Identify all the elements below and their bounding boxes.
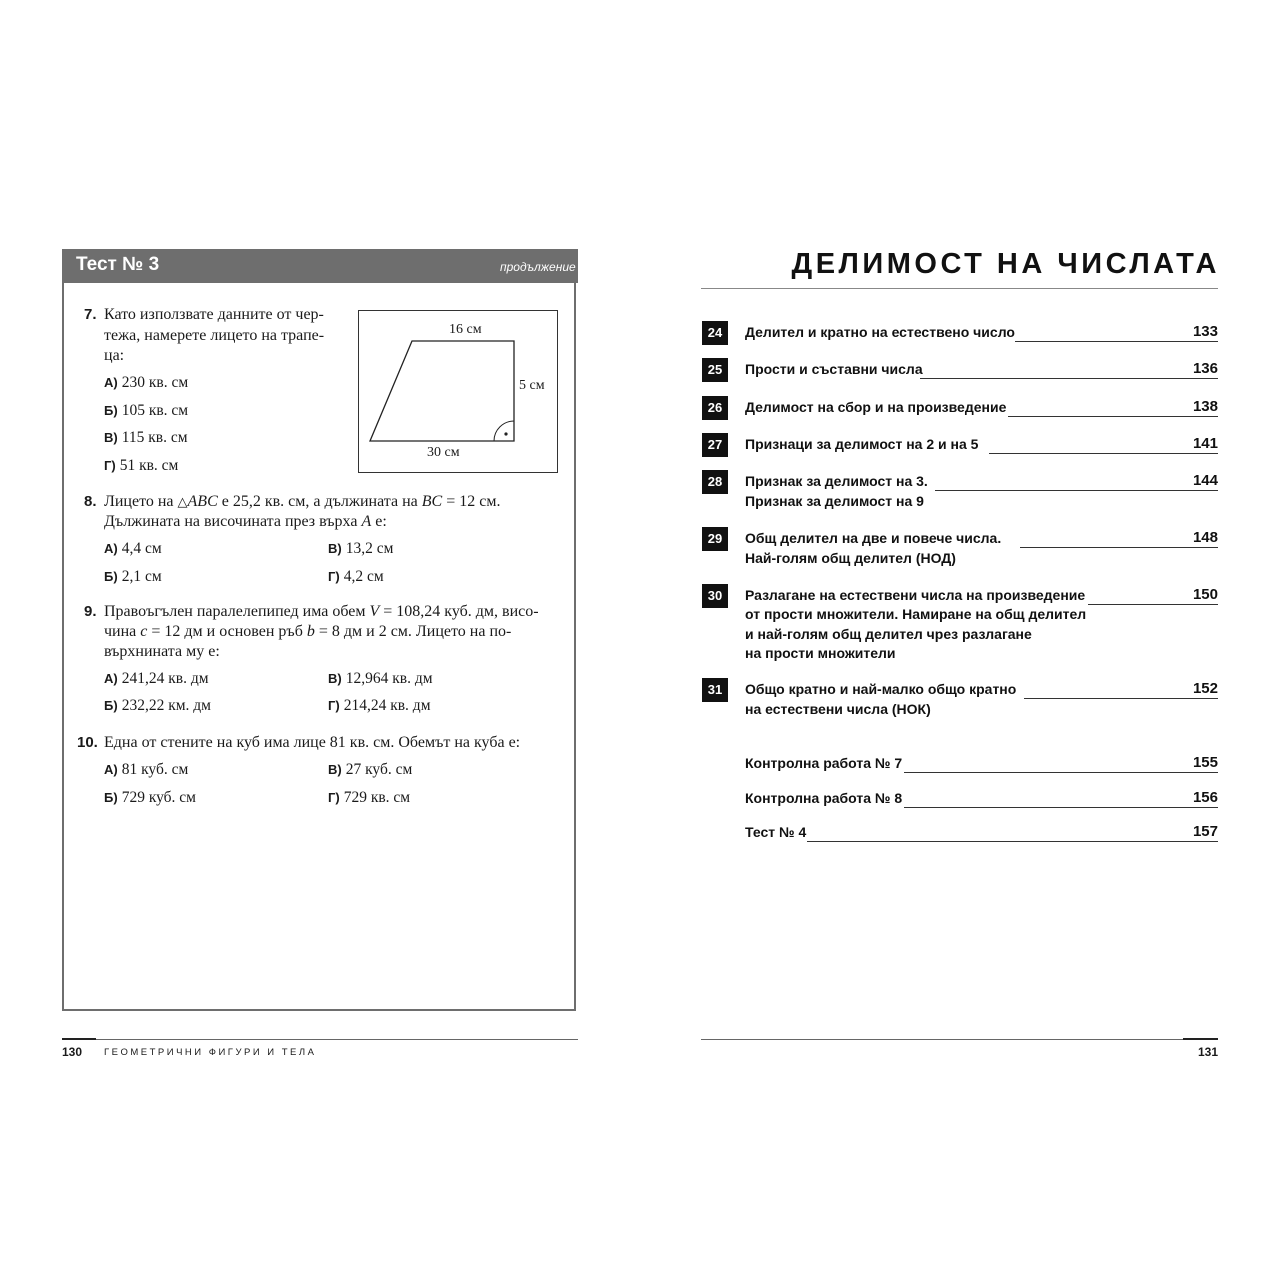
- toc-item-30-line-2: от прости множители. Намиране на общ делител: [745, 606, 1087, 622]
- toc-number-31: 31: [702, 678, 728, 702]
- option-letter: Г): [328, 698, 340, 713]
- figure-side-label: 5 см: [519, 378, 545, 393]
- option-value: 13,2 см: [345, 540, 394, 557]
- q7-option-v: [104, 429, 188, 447]
- trapezoid-figure: [358, 310, 558, 473]
- toc-item-26-line-1: Делимост на сбор и на произведение: [745, 399, 1007, 415]
- toc-leader: [904, 807, 1218, 808]
- toc-page-30: 150: [1192, 586, 1218, 603]
- option-letter: В): [328, 762, 342, 777]
- toc-item-31-line-1: Общо кратно и най-малко общо кратно: [745, 681, 1017, 697]
- option-value: 12,964 кв. дм: [345, 670, 433, 687]
- q9-line-3: върхнината му е:: [104, 643, 220, 660]
- toc-page-31: 152: [1192, 680, 1218, 697]
- q9-text: = 12 дм и основен ръб: [147, 623, 307, 640]
- toc-number-28: 28: [702, 470, 728, 494]
- footer-rule: [96, 1039, 578, 1040]
- toc-extra-1-page: 155: [1192, 754, 1218, 771]
- q9-option-b: [104, 697, 211, 715]
- option-letter: Б): [104, 403, 118, 418]
- option-letter: В): [104, 430, 118, 445]
- toc-leader: [989, 453, 1218, 454]
- option-letter: Г): [328, 790, 340, 805]
- option-value: 729 кв. см: [343, 789, 411, 806]
- q8-number: 8.: [84, 493, 97, 510]
- toc-item-24-line-1: Делител и кратно на естествено число: [745, 324, 1015, 340]
- chapter-title: ДЕЛИМОСТ НА ЧИСЛАТА: [791, 248, 1220, 280]
- figure-top-label: 16 см: [449, 322, 482, 337]
- q10-number: 10.: [77, 734, 98, 751]
- q7-option-b: [104, 402, 188, 420]
- q8-text: = 12 см.: [442, 493, 501, 510]
- toc-item-30-line-4: на прости множители: [745, 645, 896, 661]
- q8-option-v: [328, 540, 393, 558]
- toc-extra-3: Тест № 4: [745, 824, 807, 840]
- toc-number-26: 26: [702, 396, 728, 420]
- toc-leader: [1020, 547, 1218, 548]
- toc-item-27-line-1: Признаци за делимост на 2 и на 5: [745, 436, 979, 452]
- figure-bottom-label: 30 см: [427, 445, 460, 460]
- option-value: 214,24 кв. дм: [343, 697, 431, 714]
- q9-text: = 108,24 куб. дм, висо-: [379, 603, 539, 620]
- option-letter: Б): [104, 790, 118, 805]
- toc-page-29: 148: [1192, 529, 1218, 546]
- q8-text: Лицето на: [104, 493, 178, 510]
- q8-option-a: [104, 540, 162, 558]
- option-value: 4,4 см: [121, 540, 162, 557]
- trapezoid-shape: [370, 341, 514, 441]
- q10-option-b: [104, 789, 196, 807]
- q8-line-1: [104, 492, 500, 512]
- option-value: 2,1 см: [121, 568, 162, 585]
- footer-rule: [701, 1039, 1183, 1040]
- option-value: 27 куб. см: [345, 761, 413, 778]
- q9-number: 9.: [84, 603, 97, 620]
- q8-text: е 25,2 кв. см, а дължината на: [217, 493, 422, 510]
- toc-leader: [904, 772, 1218, 773]
- toc-page-25: 136: [1192, 360, 1218, 377]
- toc-extra-1: Контролна работа № 7: [745, 755, 903, 771]
- right-angle-dot: [504, 432, 507, 435]
- toc-item-31-line-2: на естествени числа (НОК): [745, 701, 931, 717]
- toc-number-30: 30: [702, 584, 728, 608]
- toc-item-28-line-2: Признак за делимост на 9: [745, 493, 924, 509]
- toc-item-28-line-1: Признак за делимост на 3.: [745, 473, 928, 489]
- toc-item-30-line-3: и най-голям общ делител чрез разлагане: [745, 626, 1032, 642]
- q9-var-b: b: [306, 623, 315, 640]
- q7-number: 7.: [84, 306, 97, 323]
- option-value: 105 кв. см: [121, 402, 189, 419]
- option-letter: Б): [104, 698, 118, 713]
- toc-page-26: 138: [1192, 398, 1218, 415]
- test-continuation: продължение: [500, 260, 576, 274]
- option-value: 241,24 кв. дм: [121, 670, 209, 687]
- q8-option-b: [104, 568, 162, 586]
- option-value: 729 куб. см: [121, 789, 196, 806]
- q9-text: чина: [104, 623, 141, 640]
- option-value: 232,22 км. дм: [121, 697, 211, 714]
- option-letter: А): [104, 375, 118, 390]
- q8-var-bc: BC: [421, 493, 443, 510]
- toc-extra-3-page: 157: [1192, 823, 1218, 840]
- toc-leader: [1008, 416, 1218, 417]
- q9-text: Правоъгълен паралелепипед има обем: [104, 603, 370, 620]
- q7-line-2: тежа, намерете лицето на трапе-: [104, 327, 325, 344]
- q8-text: е:: [371, 513, 387, 530]
- toc-leader: [1088, 604, 1218, 605]
- option-letter: А): [104, 671, 118, 686]
- option-value: 51 кв. см: [119, 457, 179, 474]
- toc-leader: [1015, 341, 1218, 342]
- option-letter: В): [328, 671, 342, 686]
- q10-option-v: [328, 761, 412, 779]
- q9-text: = 8 дм и 2 см. Лицето на по-: [314, 623, 512, 640]
- toc-page-24: 133: [1192, 323, 1218, 340]
- footer-rule-thick: [62, 1038, 96, 1040]
- toc-number-24: 24: [702, 321, 728, 345]
- q9-line-2: [104, 622, 511, 642]
- option-letter: Г): [104, 458, 116, 473]
- toc-page-28: 144: [1192, 472, 1218, 489]
- toc-item-29-line-1: Общ делител на две и повече числа.: [745, 530, 1002, 546]
- right-page-number: 131: [1198, 1045, 1219, 1059]
- option-letter: Г): [328, 569, 340, 584]
- q8-var-a: A: [361, 513, 372, 530]
- q8-option-g: [328, 568, 384, 586]
- left-page-number: 130: [62, 1045, 83, 1059]
- toc-item-29-line-2: Най-голям общ делител (НОД): [745, 550, 956, 566]
- option-letter: А): [104, 762, 118, 777]
- toc-leader: [807, 841, 1218, 842]
- q9-var-c: c: [140, 623, 148, 640]
- q8-line-2: [104, 512, 387, 532]
- q8-text: Дължината на височината през върха: [104, 513, 362, 530]
- toc-extra-2-page: 156: [1192, 789, 1218, 806]
- q9-var-v: V: [369, 603, 380, 620]
- right-angle-mark: [494, 421, 514, 441]
- option-value: 230 кв. см: [121, 374, 189, 391]
- q10-option-a: [104, 761, 188, 779]
- q10-option-g: [328, 789, 410, 807]
- option-letter: Б): [104, 569, 118, 584]
- footer-rule-thick: [1183, 1038, 1218, 1040]
- q7-line-3: ца:: [104, 347, 125, 364]
- toc-number-25: 25: [702, 358, 728, 382]
- option-letter: В): [328, 541, 342, 556]
- option-letter: А): [104, 541, 118, 556]
- toc-number-29: 29: [702, 527, 728, 551]
- toc-leader: [1024, 698, 1218, 699]
- q9-option-a: [104, 670, 209, 688]
- toc-page-27: 141: [1192, 435, 1218, 452]
- option-value: 4,2 см: [343, 568, 384, 585]
- chapter-title-rule: [701, 288, 1218, 289]
- toc-number-27: 27: [702, 433, 728, 457]
- q10-text: Една от стените на куб има лице 81 кв. см. Обемът на куба е:: [104, 734, 521, 751]
- toc-item-25-line-1: Прости и съставни числа: [745, 361, 923, 377]
- test-title: Тест № 3: [76, 254, 160, 275]
- toc-item-30-line-1: Разлагане на естествени числа на произведение: [745, 587, 1086, 603]
- q8-var-abc: ABC: [187, 493, 218, 510]
- q7-option-g: [104, 457, 178, 475]
- option-value: 81 куб. см: [121, 761, 189, 778]
- q7-line-1: Като използвате данните от чер-: [104, 306, 324, 323]
- toc-extra-2: Контролна работа № 8: [745, 790, 903, 806]
- running-title: ГЕОМЕТРИЧНИ ФИГУРИ И ТЕЛА: [104, 1047, 317, 1058]
- q7-option-a: [104, 374, 188, 392]
- toc-leader: [920, 378, 1218, 379]
- q9-option-g: [328, 697, 431, 715]
- q9-line-1: [104, 602, 539, 622]
- option-value: 115 кв. см: [121, 429, 188, 446]
- toc-leader: [935, 490, 1218, 491]
- q9-option-v: [328, 670, 433, 688]
- triangle-symbol: △: [177, 494, 188, 509]
